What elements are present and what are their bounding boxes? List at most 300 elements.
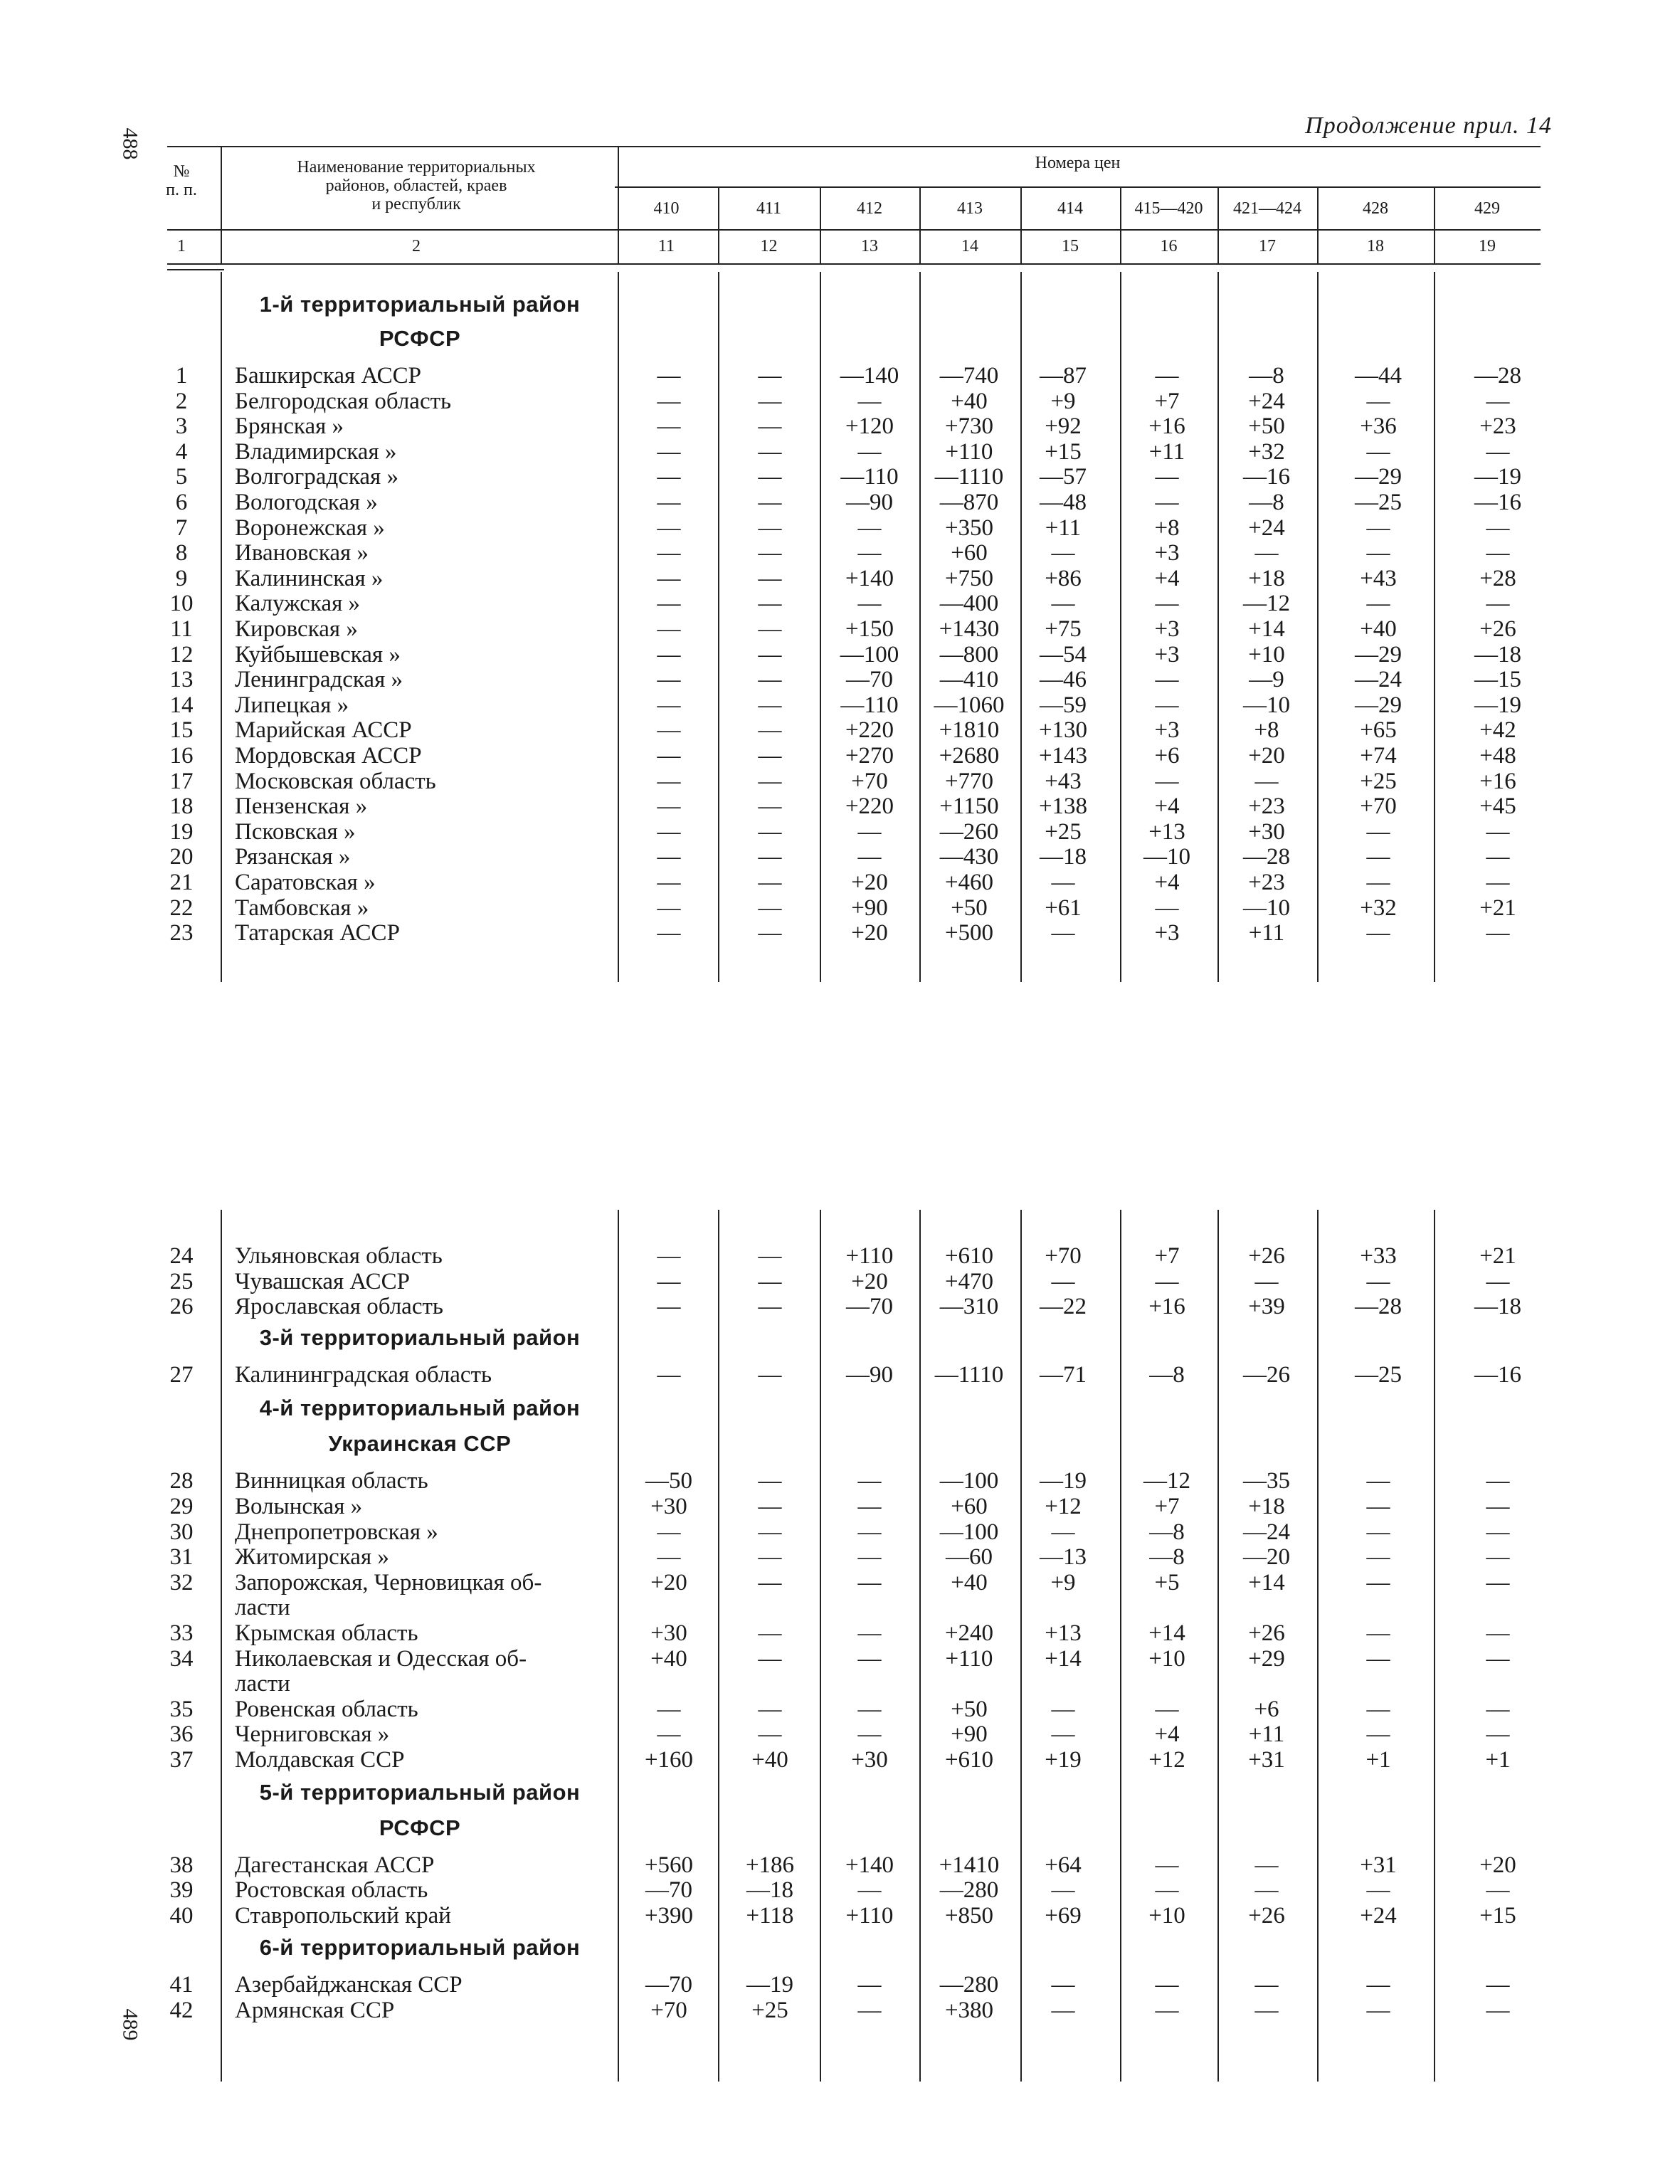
price-value: — — [1051, 920, 1075, 946]
price-value: +14 — [1248, 1569, 1285, 1595]
price-value: +60 — [951, 1494, 988, 1519]
region-name: Ивановская » — [235, 540, 369, 566]
price-value: — — [758, 1645, 782, 1672]
price-value: —24 — [1243, 1519, 1290, 1545]
row-number: 16 — [169, 743, 194, 769]
price-value: —28 — [1355, 1294, 1402, 1320]
row-number: 19 — [169, 818, 194, 845]
price-value: +25 — [1045, 818, 1082, 845]
header-index: 2 — [412, 237, 421, 255]
price-value: — — [1366, 844, 1390, 870]
price-value: —54 — [1040, 641, 1087, 668]
price-value: +20 — [1479, 1852, 1516, 1878]
table-row — [0, 1294, 1680, 1319]
price-value: +138 — [1038, 793, 1088, 820]
table-row — [0, 490, 1680, 515]
price-value: +30 — [1248, 818, 1285, 845]
column-rule — [718, 272, 719, 982]
header-price-number: 421—424 — [1233, 199, 1301, 218]
price-value: — — [857, 1494, 882, 1519]
price-value: +110 — [845, 1902, 894, 1929]
region-heading: 6-й территориальный район — [259, 1935, 581, 1961]
price-value: —10 — [1143, 844, 1190, 870]
price-value: — — [758, 667, 782, 693]
price-value: — — [657, 641, 681, 668]
table-row — [0, 566, 1680, 591]
table-row — [0, 1877, 1680, 1903]
price-value: +64 — [1045, 1852, 1082, 1878]
region-name: Ленинградская » — [235, 667, 403, 693]
price-value: — — [857, 591, 882, 617]
price-value: — — [657, 540, 681, 566]
price-value: — — [1254, 1998, 1279, 2023]
region-name: Московская область — [235, 768, 436, 794]
price-value: +120 — [845, 413, 894, 440]
table-row — [0, 1544, 1680, 1570]
price-value: —400 — [939, 591, 999, 617]
region-name: Мордовская АССР — [235, 743, 422, 769]
region-name: Молдавская ССР — [235, 1747, 405, 1773]
price-value: —26 — [1243, 1361, 1290, 1388]
price-value: +12 — [1148, 1747, 1185, 1773]
header-index: 13 — [861, 237, 878, 255]
row-number: 33 — [169, 1620, 194, 1646]
price-value: —60 — [946, 1544, 993, 1571]
price-value: — — [857, 1468, 882, 1494]
price-value: +730 — [944, 413, 994, 440]
price-value: — — [758, 768, 782, 794]
price-value: —59 — [1040, 692, 1087, 718]
column-rule — [221, 272, 222, 982]
price-value: +110 — [845, 1243, 894, 1269]
column-rule — [618, 146, 619, 263]
table-row — [0, 363, 1680, 389]
column-rule — [919, 1210, 921, 2082]
price-value: — — [1155, 1696, 1179, 1722]
table-row — [0, 1972, 1680, 1998]
price-value: — — [857, 1972, 882, 1998]
price-value: — — [1155, 591, 1179, 617]
price-value: —1110 — [934, 1361, 1004, 1388]
price-value: +70 — [1045, 1243, 1082, 1269]
price-value: — — [657, 743, 681, 769]
table-row — [0, 1494, 1680, 1519]
price-value: —100 — [840, 641, 899, 668]
row-number: 15 — [169, 717, 194, 744]
price-value: +4 — [1154, 793, 1180, 820]
price-value: +143 — [1038, 743, 1088, 769]
row-number: 31 — [169, 1544, 194, 1571]
row-number: 5 — [175, 464, 188, 490]
price-value: —18 — [1474, 641, 1521, 668]
price-value: — — [758, 1361, 782, 1388]
price-value: — — [657, 363, 681, 389]
row-number: 8 — [175, 540, 188, 566]
price-value: —24 — [1355, 667, 1402, 693]
price-value: — — [758, 743, 782, 769]
price-value: — — [857, 1998, 882, 2023]
table-row — [0, 439, 1680, 465]
price-value: +50 — [1248, 413, 1285, 440]
price-value: +14 — [1045, 1645, 1082, 1672]
price-value: —1060 — [934, 692, 1005, 718]
price-value: +560 — [644, 1852, 694, 1878]
region-name: Ростовская область — [235, 1877, 428, 1904]
price-value: — — [857, 540, 882, 566]
price-value: +92 — [1045, 413, 1082, 440]
price-value: — — [1366, 1268, 1390, 1294]
price-value: +4 — [1154, 565, 1180, 591]
price-value: +8 — [1254, 717, 1279, 744]
price-value: — — [657, 591, 681, 617]
price-value: —19 — [1474, 692, 1521, 718]
row-number: 6 — [175, 490, 188, 515]
header-index: 14 — [961, 237, 978, 255]
price-value: —280 — [939, 1877, 999, 1904]
region-name: Азербайджанская ССР — [235, 1972, 463, 1998]
price-value: — — [1366, 1998, 1390, 2023]
price-value: +50 — [951, 1696, 988, 1722]
price-value: — — [758, 1519, 782, 1545]
price-value: — — [1051, 1721, 1075, 1748]
price-value: +6 — [1154, 743, 1180, 769]
region-name: Саратовская » — [235, 870, 376, 895]
price-value: +150 — [845, 616, 894, 642]
price-value: — — [1486, 1645, 1510, 1672]
region-name: Ульяновская область — [235, 1243, 443, 1269]
region-name: Тамбовская » — [235, 895, 369, 921]
table-row — [0, 717, 1680, 743]
price-value: — — [657, 1361, 681, 1388]
price-value: +10 — [1148, 1902, 1185, 1929]
row-number: 28 — [169, 1468, 194, 1494]
price-value: — — [1486, 1696, 1510, 1722]
table-row — [0, 1519, 1680, 1545]
region-name: Дагестанская АССР — [235, 1852, 435, 1878]
price-value: +30 — [650, 1620, 687, 1646]
table-row — [0, 1998, 1680, 2023]
price-value: — — [1155, 490, 1179, 515]
price-value: +380 — [944, 1998, 994, 2023]
price-value: +40 — [951, 388, 988, 414]
price-value: — — [1155, 1877, 1179, 1904]
price-value: — — [857, 438, 882, 465]
price-value: — — [758, 1268, 782, 1294]
price-value: —8 — [1149, 1544, 1185, 1571]
price-value: +610 — [944, 1243, 994, 1269]
column-rule — [820, 272, 821, 982]
region-name: Ярославская область — [235, 1294, 443, 1320]
price-value: +70 — [851, 768, 888, 794]
price-value: — — [758, 464, 782, 490]
row-number: 11 — [170, 616, 193, 642]
price-value: — — [657, 768, 681, 794]
column-rule — [1120, 272, 1121, 982]
price-value: — — [1254, 1268, 1279, 1294]
region-name: Татарская АССР — [235, 920, 400, 946]
price-value: +40 — [951, 1569, 988, 1595]
price-value: +5 — [1154, 1569, 1180, 1595]
region-heading: 1-й территориальный район — [259, 292, 581, 317]
column-rule — [919, 186, 921, 263]
row-number: 13 — [169, 667, 194, 693]
price-value: +50 — [951, 895, 988, 921]
price-value: — — [1486, 1998, 1510, 2023]
price-value: — — [758, 1294, 782, 1320]
region-name: Запорожская, Черновицкая об- — [235, 1569, 542, 1595]
price-value: — — [1366, 1544, 1390, 1571]
price-value: —740 — [939, 363, 999, 389]
row-number: 30 — [169, 1519, 194, 1545]
table-row — [0, 1468, 1680, 1494]
price-value: — — [1155, 1268, 1179, 1294]
header-price-number: 411 — [756, 199, 782, 218]
row-number: 42 — [169, 1998, 194, 2023]
price-value: —10 — [1243, 895, 1290, 921]
table-row — [0, 769, 1680, 794]
price-value: — — [1155, 1852, 1179, 1878]
price-value: —16 — [1474, 490, 1521, 515]
price-value: +20 — [851, 870, 888, 895]
header-price-number: 412 — [857, 199, 882, 218]
price-value: +1 — [1485, 1747, 1511, 1773]
price-value: +4 — [1154, 1721, 1180, 1748]
price-value: — — [657, 895, 681, 921]
price-value: — — [758, 540, 782, 566]
price-value: — — [1486, 1494, 1510, 1519]
price-value: +1410 — [939, 1852, 1000, 1878]
price-value: +30 — [650, 1494, 687, 1519]
price-value: — — [1254, 1877, 1279, 1904]
row-number: 7 — [175, 515, 188, 541]
row-number: 29 — [169, 1494, 194, 1519]
price-value: — — [1366, 388, 1390, 414]
price-value: —25 — [1355, 1361, 1402, 1388]
price-value: +270 — [845, 743, 894, 769]
region-name: Житомирская » — [235, 1544, 389, 1571]
price-value: +500 — [944, 920, 994, 946]
table-row — [0, 844, 1680, 870]
price-value: +70 — [1360, 793, 1397, 820]
price-value: —410 — [939, 667, 999, 693]
price-value: — — [1254, 540, 1279, 566]
price-value: — — [1051, 1972, 1075, 1998]
row-number: 35 — [169, 1696, 194, 1722]
price-value: +16 — [1148, 1294, 1185, 1320]
price-value: +610 — [944, 1747, 994, 1773]
price-value: +11 — [1248, 920, 1285, 946]
price-value: —48 — [1040, 490, 1087, 515]
price-value: — — [758, 1494, 782, 1519]
price-value: +13 — [1148, 818, 1185, 845]
price-value: +23 — [1479, 413, 1516, 440]
price-value: —12 — [1143, 1468, 1190, 1494]
region-name: Кировская » — [235, 616, 358, 642]
price-value: — — [657, 388, 681, 414]
region-name: Воронежская » — [235, 515, 385, 541]
region-name: Волынская » — [235, 1494, 363, 1519]
header-index: 15 — [1062, 237, 1079, 255]
price-value: +850 — [944, 1902, 994, 1929]
price-value: — — [657, 1696, 681, 1722]
table-row — [0, 743, 1680, 769]
price-value: — — [1366, 1569, 1390, 1595]
price-value: — — [758, 844, 782, 870]
price-value: +75 — [1045, 616, 1082, 642]
column-rule — [1434, 186, 1435, 263]
price-value: — — [1254, 1852, 1279, 1878]
table-row — [0, 920, 1680, 946]
price-value: +13 — [1045, 1620, 1082, 1646]
row-number: 17 — [169, 768, 194, 794]
price-value: — — [1155, 464, 1179, 490]
price-value: — — [1155, 363, 1179, 389]
price-value: — — [1486, 438, 1510, 465]
price-value: —19 — [746, 1972, 793, 1998]
price-value: — — [1486, 818, 1510, 845]
price-value: — — [1366, 1620, 1390, 1646]
header-price-number: 410 — [653, 199, 680, 218]
table-row — [0, 1903, 1680, 1929]
price-value: — — [857, 818, 882, 845]
price-value: — — [1366, 540, 1390, 566]
column-rule — [1434, 272, 1435, 982]
price-value: +61 — [1045, 895, 1082, 921]
price-value: — — [857, 388, 882, 414]
header-price-number: 414 — [1057, 199, 1083, 218]
price-value: — — [657, 870, 681, 895]
price-value: +140 — [845, 1852, 894, 1878]
price-value: +7 — [1154, 388, 1180, 414]
price-value: —280 — [939, 1972, 999, 1998]
price-value: +14 — [1248, 616, 1285, 642]
price-value: — — [1366, 1877, 1390, 1904]
price-value: —12 — [1243, 591, 1290, 617]
price-value: — — [657, 515, 681, 541]
price-value: +48 — [1479, 743, 1516, 769]
price-value: +3 — [1154, 540, 1180, 566]
price-value: — — [1366, 1468, 1390, 1494]
price-value: —25 — [1355, 490, 1402, 515]
price-value: +33 — [1360, 1243, 1397, 1269]
price-value: +160 — [644, 1747, 694, 1773]
header-price-group: Номера цен — [1035, 154, 1121, 172]
column-rule — [1217, 186, 1219, 263]
price-value: — — [758, 692, 782, 718]
price-value: — — [657, 490, 681, 515]
price-value: +39 — [1248, 1294, 1285, 1320]
region-name: Куйбышевская » — [235, 641, 401, 668]
price-value: — — [758, 565, 782, 591]
row-number: 1 — [175, 363, 188, 389]
region-name: Псковская » — [235, 818, 356, 845]
region-name: Ставропольский край — [235, 1902, 451, 1929]
region-name: Калининская » — [235, 565, 384, 591]
price-value: —35 — [1243, 1468, 1290, 1494]
price-value: +60 — [951, 540, 988, 566]
price-value: +28 — [1479, 565, 1516, 591]
price-value: +23 — [1248, 870, 1285, 895]
price-value: +30 — [851, 1747, 888, 1773]
price-value: — — [758, 1569, 782, 1595]
price-value: — — [1366, 1519, 1390, 1545]
region-name: Липецкая » — [235, 692, 349, 718]
price-value: +32 — [1360, 895, 1397, 921]
header-number: № п. п. — [166, 162, 197, 199]
header-index: 18 — [1367, 237, 1384, 255]
price-value: +32 — [1248, 438, 1285, 465]
price-value: +31 — [1360, 1852, 1397, 1878]
price-value: — — [657, 818, 681, 845]
price-value: +15 — [1479, 1902, 1516, 1929]
price-value: — — [857, 1519, 882, 1545]
row-number: 27 — [169, 1361, 194, 1388]
price-value: — — [657, 717, 681, 744]
table-row — [0, 1620, 1680, 1646]
price-value: — — [758, 641, 782, 668]
price-value: +65 — [1360, 717, 1397, 744]
price-value: — — [758, 1544, 782, 1571]
column-rule — [718, 186, 719, 263]
table-row — [0, 1646, 1680, 1672]
price-value: — — [1486, 1268, 1510, 1294]
price-value: +10 — [1248, 641, 1285, 668]
price-value: — — [758, 1468, 782, 1494]
price-value: — — [657, 464, 681, 490]
price-value: —90 — [846, 490, 893, 515]
price-value: +29 — [1248, 1645, 1285, 1672]
column-rule — [820, 1210, 821, 2082]
price-value: — — [1486, 1721, 1510, 1748]
price-value: — — [857, 1696, 882, 1722]
region-name: Крымская область — [235, 1620, 418, 1646]
row-number: 23 — [169, 920, 194, 946]
table-row — [0, 389, 1680, 414]
price-value: — — [857, 1877, 882, 1904]
header-index: 19 — [1479, 237, 1496, 255]
price-value: — — [857, 844, 882, 870]
price-value: —18 — [1474, 1294, 1521, 1320]
price-value: —46 — [1040, 667, 1087, 693]
price-value: — — [758, 591, 782, 617]
price-value: —70 — [846, 1294, 893, 1320]
column-rule — [1120, 1210, 1121, 2082]
price-value: — — [657, 1544, 681, 1571]
column-rule — [618, 1210, 619, 2082]
header-index: 12 — [760, 237, 778, 255]
region-subheading: РСФСР — [379, 326, 461, 351]
price-value: — — [857, 1645, 882, 1672]
price-value: +36 — [1360, 413, 1397, 440]
table-row — [0, 895, 1680, 921]
price-value: — — [657, 1721, 681, 1748]
price-value: +3 — [1154, 717, 1180, 744]
price-value: — — [1051, 1998, 1075, 2023]
price-value: +110 — [945, 438, 993, 465]
table-row — [0, 616, 1680, 642]
price-value: +26 — [1248, 1902, 1285, 1929]
price-value: — — [758, 1243, 782, 1269]
region-name: Чувашская АССР — [235, 1268, 410, 1294]
column-rule — [1120, 186, 1121, 263]
price-value: +90 — [951, 1721, 988, 1748]
column-rule — [1317, 186, 1319, 263]
price-value: +16 — [1479, 768, 1516, 794]
column-rule — [820, 186, 821, 263]
price-value: — — [1155, 1998, 1179, 2023]
price-value: —260 — [939, 818, 999, 845]
price-value: — — [1366, 818, 1390, 845]
